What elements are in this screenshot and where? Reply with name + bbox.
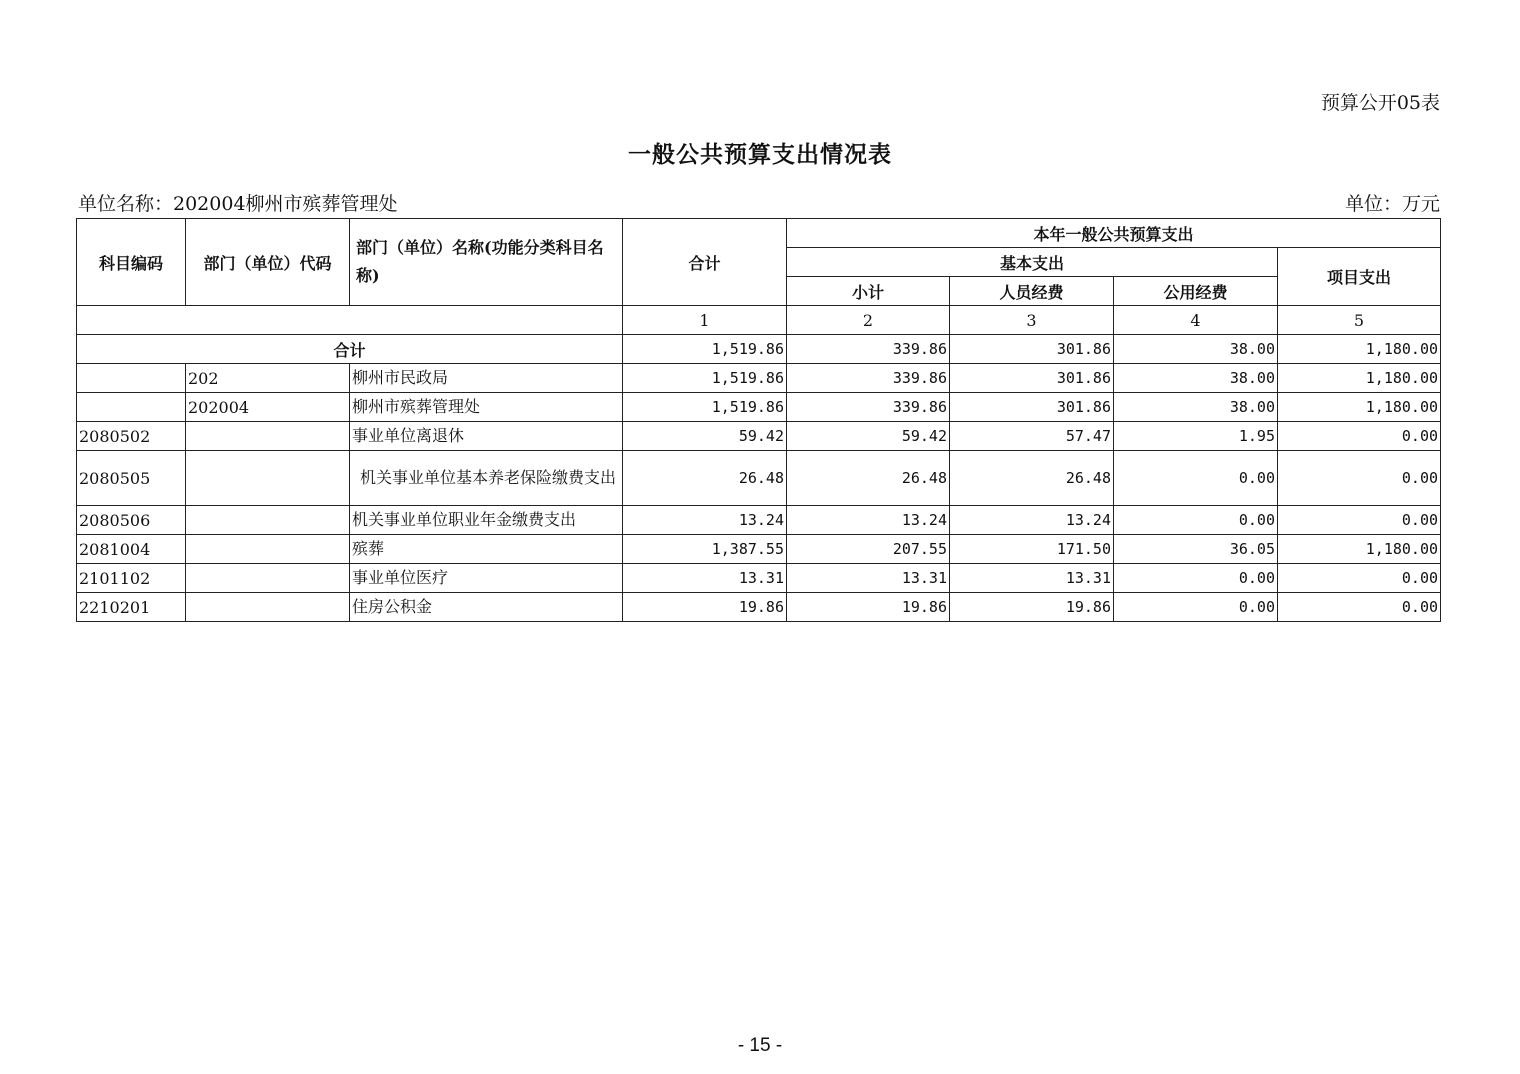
- public-funds-cell: 36.05: [1114, 535, 1278, 564]
- personnel-cell: 13.24: [950, 506, 1114, 535]
- header-index-blank: [77, 306, 623, 335]
- project-cell: 0.00: [1278, 506, 1441, 535]
- document-title: 一般公共预算支出情况表: [628, 141, 892, 168]
- budget-table: [76, 218, 1441, 622]
- total-label: 合计: [77, 335, 623, 364]
- name-cell: 事业单位离退休: [350, 422, 623, 451]
- name-cell: 事业单位医疗: [350, 564, 623, 593]
- dept-code-cell: [186, 535, 350, 564]
- header-subject-code: 科目编码: [77, 219, 186, 306]
- subject-code-cell: 2080505: [77, 451, 186, 506]
- project-cell: 0.00: [1278, 564, 1441, 593]
- money-unit: 单位：万元: [1344, 193, 1440, 215]
- subtotal-cell: 59.42: [787, 422, 950, 451]
- subtotal-cell: 13.24: [787, 506, 950, 535]
- public-funds-cell: 38.00: [1114, 364, 1278, 393]
- name-cell: 殡葬: [350, 535, 623, 564]
- header-subtotal: 小计: [787, 277, 950, 306]
- header-basic: 基本支出: [787, 248, 1278, 277]
- name-cell: 机关事业单位基本养老保险缴费支出: [350, 451, 623, 506]
- public-funds-cell: 38.00: [1114, 393, 1278, 422]
- project-cell: 0.00: [1278, 593, 1441, 622]
- subject-code-cell: 2080506: [77, 506, 186, 535]
- project-cell: 0.00: [1278, 451, 1441, 506]
- header-index-1: 1: [623, 306, 787, 335]
- project-cell: 1,180.00: [1278, 535, 1441, 564]
- personnel-cell: 301.86: [950, 364, 1114, 393]
- public-funds-cell: 38.00: [1114, 335, 1278, 364]
- public-funds-cell: 1.95: [1114, 422, 1278, 451]
- subtotal-cell: 13.31: [787, 564, 950, 593]
- subject-code-cell: 2101102: [77, 564, 186, 593]
- personnel-cell: 26.48: [950, 451, 1114, 506]
- public-funds-cell: 0.00: [1114, 564, 1278, 593]
- project-cell: 1,180.00: [1278, 335, 1441, 364]
- subtotal-cell: 339.86: [787, 335, 950, 364]
- header-dept-code: 部门（单位）代码: [186, 219, 350, 306]
- dept-code-cell: [186, 506, 350, 535]
- dept-code-cell: [186, 422, 350, 451]
- total-cell: 59.42: [623, 422, 787, 451]
- subtotal-cell: 207.55: [787, 535, 950, 564]
- subject-code-cell: 2081004: [77, 535, 186, 564]
- dept-code-cell: 202004: [186, 393, 350, 422]
- dept-code-cell: [186, 451, 350, 506]
- table-row: [77, 564, 1441, 593]
- total-cell: 13.31: [623, 564, 787, 593]
- project-cell: 1,180.00: [1278, 393, 1441, 422]
- total-row: [77, 335, 1441, 364]
- dept-code-cell: [186, 564, 350, 593]
- page-number: - 15 -: [737, 1035, 783, 1056]
- public-funds-cell: 0.00: [1114, 451, 1278, 506]
- total-cell: 1,519.86: [623, 335, 787, 364]
- dept-code-cell: [186, 593, 350, 622]
- personnel-cell: 171.50: [950, 535, 1114, 564]
- subject-code-cell: 2210201: [77, 593, 186, 622]
- table-row: [77, 364, 1441, 393]
- project-cell: 0.00: [1278, 422, 1441, 451]
- header-total: 合计: [623, 219, 787, 306]
- unit-name: 单位名称：202004柳州市殡葬管理处: [78, 193, 398, 215]
- personnel-cell: 57.47: [950, 422, 1114, 451]
- dept-code-cell: 202: [186, 364, 350, 393]
- subject-code-cell: [77, 393, 186, 422]
- table-row: [77, 593, 1441, 622]
- subtotal-cell: 26.48: [787, 451, 950, 506]
- header-current-year: 本年一般公共预算支出: [787, 219, 1441, 248]
- personnel-cell: 13.31: [950, 564, 1114, 593]
- personnel-cell: 301.86: [950, 393, 1114, 422]
- table-row: [77, 393, 1441, 422]
- header-index-4: 4: [1114, 306, 1278, 335]
- total-cell: 1,519.86: [623, 393, 787, 422]
- subject-code-cell: [77, 364, 186, 393]
- subtotal-cell: 339.86: [787, 364, 950, 393]
- header-index-5: 5: [1278, 306, 1441, 335]
- subtotal-cell: 339.86: [787, 393, 950, 422]
- table-row: [77, 422, 1441, 451]
- personnel-cell: 301.86: [950, 335, 1114, 364]
- project-cell: 1,180.00: [1278, 364, 1441, 393]
- table-row: [77, 506, 1441, 535]
- total-cell: 13.24: [623, 506, 787, 535]
- name-cell: 机关事业单位职业年金缴费支出: [350, 506, 623, 535]
- subtotal-cell: 19.86: [787, 593, 950, 622]
- name-cell: 柳州市民政局: [350, 364, 623, 393]
- header-index-3: 3: [950, 306, 1114, 335]
- total-cell: 1,387.55: [623, 535, 787, 564]
- table-row: [77, 535, 1441, 564]
- name-cell: 住房公积金: [350, 593, 623, 622]
- header-public-funds: 公用经费: [1114, 277, 1278, 306]
- total-cell: 1,519.86: [623, 364, 787, 393]
- form-number: 预算公开05表: [1320, 92, 1440, 114]
- header-project: 项目支出: [1278, 248, 1441, 306]
- public-funds-cell: 0.00: [1114, 506, 1278, 535]
- header-index-2: 2: [787, 306, 950, 335]
- header-dept-name: 部门（单位）名称(功能分类科目名称): [350, 219, 623, 306]
- name-cell: 柳州市殡葬管理处: [350, 393, 623, 422]
- personnel-cell: 19.86: [950, 593, 1114, 622]
- public-funds-cell: 0.00: [1114, 593, 1278, 622]
- header-personnel: 人员经费: [950, 277, 1114, 306]
- total-cell: 19.86: [623, 593, 787, 622]
- total-cell: 26.48: [623, 451, 787, 506]
- subject-code-cell: 2080502: [77, 422, 186, 451]
- table-row: [77, 451, 1441, 506]
